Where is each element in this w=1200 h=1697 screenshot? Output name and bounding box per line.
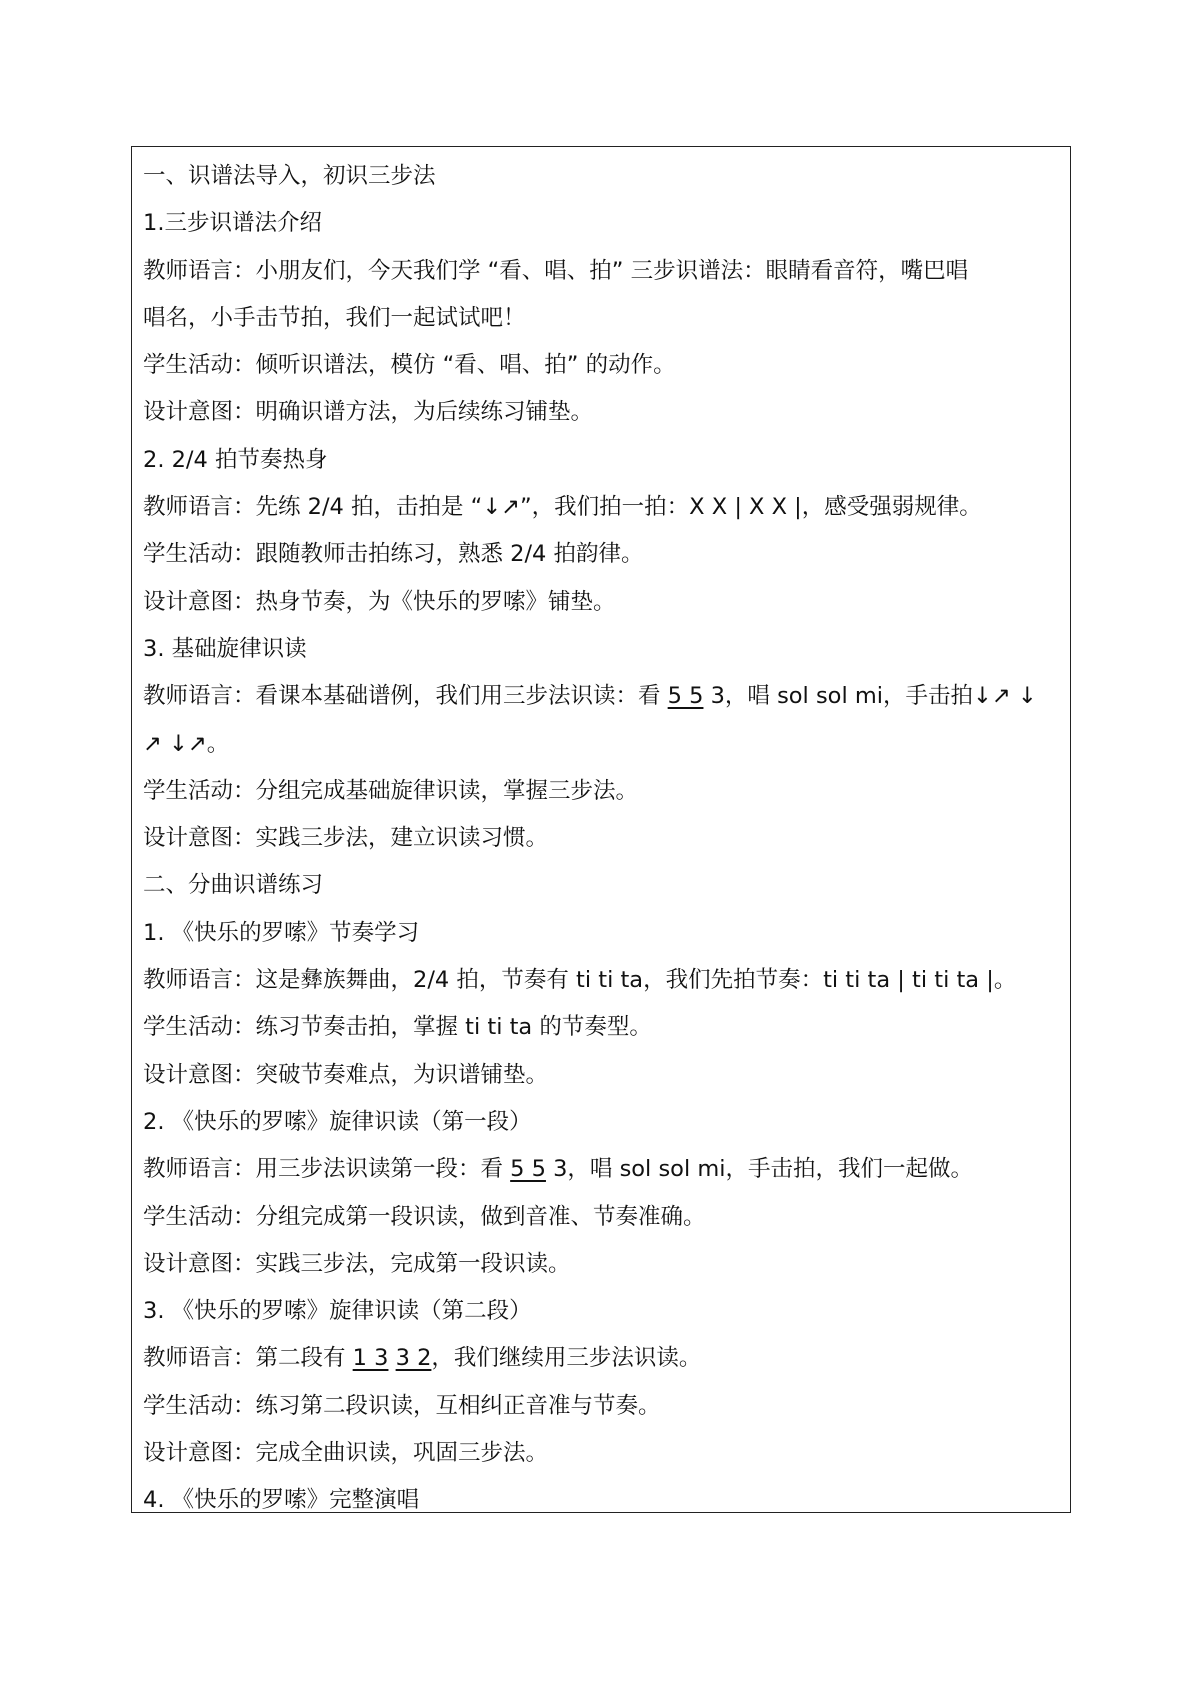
numbered-notation: 5 5: [510, 1156, 546, 1183]
lesson-table-cell: [131, 146, 1071, 1513]
numbered-notation: 3 2: [395, 1345, 432, 1372]
text-line: ↗ ↓↗。: [143, 730, 230, 757]
text-line: 1.三步识谱法介绍: [143, 210, 322, 237]
numbered-notation: 1 3: [352, 1345, 389, 1372]
text-line: 学生活动：倾听识谱法，模仿 “看、唱、拍” 的动作。: [143, 352, 676, 379]
text-line: [143, 1146, 1063, 1193]
text-line: 设计意图：完成全曲识读，巩固三步法。: [143, 1440, 549, 1467]
text-line: 一、识谱法导入，初识三步法: [143, 163, 436, 189]
text-line: 唱名，小手击节拍，我们一起试试吧！: [143, 304, 526, 331]
text-line: 学生活动：分组完成基础旋律识读，掌握三步法。: [143, 777, 639, 804]
text-line: [143, 673, 1063, 720]
text-line: [143, 1335, 1063, 1382]
text-line: 4. 《快乐的罗嗦》完整演唱: [143, 1487, 420, 1514]
text-segment: [388, 1345, 395, 1371]
text-segment: ，我们继续用三步法识读。: [431, 1345, 702, 1372]
text-line: 学生活动：分组完成第一段识读，做到音准、节奏准确。: [143, 1203, 706, 1230]
text-segment: 3，唱 sol sol mi，手击拍，我们一起做。: [545, 1156, 974, 1183]
text-line: 设计意图：突破节奏难点，为识谱铺垫。: [143, 1061, 549, 1088]
text-line: 3. 基础旋律识读: [143, 635, 307, 662]
text-segment: 教师语言：看课本基础谱例，我们用三步法识读：看: [143, 683, 668, 710]
text-segment: 教师语言：第二段有: [143, 1345, 353, 1372]
text-line: 设计意图：实践三步法，完成第一段识读。: [143, 1250, 571, 1277]
text-line: 2. 2/4 拍节奏热身: [143, 446, 328, 473]
lesson-content: [143, 153, 1063, 1525]
text-line: 教师语言：先练 2/4 拍，击拍是 “↓↗”，我们拍一拍：X X | X X |，感受强弱规律。: [143, 494, 982, 521]
text-line: 教师语言：小朋友们，今天我们学 “看、唱、拍” 三步识谱法：眼睛看音符，嘴巴唱: [143, 257, 969, 284]
text-line: 2. 《快乐的罗嗦》旋律识读（第一段）: [143, 1108, 532, 1135]
text-line: 设计意图：热身节奏，为《快乐的罗嗦》铺垫。: [143, 588, 616, 615]
text-line: 教师语言：这是彝族舞曲，2/4 拍，节奏有 ti ti ta，我们先拍节奏：ti ti ta | ti ti ta |。: [143, 967, 1017, 994]
text-line: 学生活动：练习第二段识读，互相纠正音准与节奏。: [143, 1392, 661, 1419]
text-segment: 教师语言：用三步法识读第一段：看: [143, 1156, 511, 1183]
text-line: 学生活动：练习节奏击拍，掌握 ti ti ta 的节奏型。: [143, 1014, 652, 1041]
text-line: 设计意图：明确识谱方法，为后续练习铺垫。: [143, 399, 594, 426]
numbered-notation: 5 5: [667, 683, 704, 710]
text-segment: 3，唱 sol sol mi，手击拍↓↗ ↓: [703, 683, 1037, 710]
text-line: 设计意图：实践三步法，建立识读习惯。: [143, 825, 549, 852]
text-line: 3. 《快乐的罗嗦》旋律识读（第二段）: [143, 1298, 532, 1325]
text-line: 1. 《快乐的罗嗦》节奏学习: [143, 919, 420, 946]
text-line: 二、分曲识谱练习: [143, 872, 324, 899]
text-line: 学生活动：跟随教师击拍练习，熟悉 2/4 拍韵律。: [143, 541, 644, 568]
